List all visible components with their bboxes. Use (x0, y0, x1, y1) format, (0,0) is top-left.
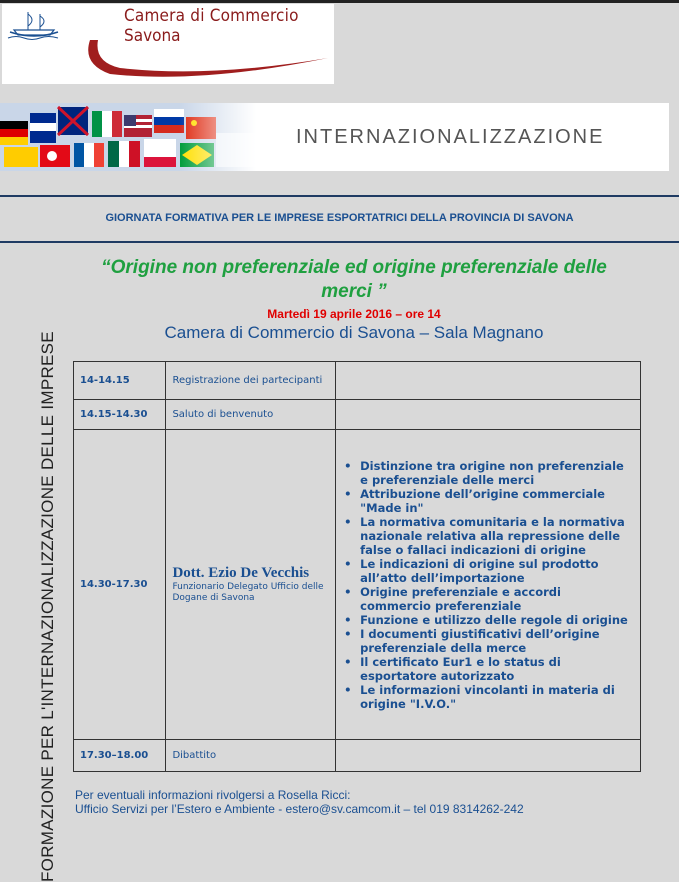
list-item: • Il certificato Eur1 e lo status di esportatore autorizzato (360, 655, 634, 683)
logo-swoosh-icon (80, 34, 332, 82)
speaker-name: Dott. Ezio De Vecchis (172, 565, 310, 581)
agenda-activity: Saluto di benvenuto (166, 400, 336, 430)
list-item: • Attribuzione dell’origine commerciale "Made in" (360, 487, 634, 515)
agenda-time: 14.15-14.30 (74, 400, 166, 430)
agenda-activity: Registrazione dei partecipanti (166, 362, 336, 400)
agenda-details (336, 400, 641, 430)
topics-list (342, 459, 634, 711)
table-row (74, 740, 641, 772)
agenda-activity: Dibattito (166, 740, 336, 772)
divider (0, 195, 679, 197)
event-venue: Camera di Commercio di Savona – Sala Magnano (164, 323, 544, 342)
speaker-role: Funzionario Delegato Ufficio delle Dogane di Savona (172, 582, 324, 603)
agenda-details (336, 362, 641, 400)
event-date: Martedì 19 aprile 2016 – ore 14 (267, 307, 441, 321)
contact-info-line1: Per eventuali informazioni rivolgersi a Rosella Ricci: (75, 788, 351, 802)
list-item: • Distinzione tra origine non preferenziale e preferenziale delle merci (360, 459, 634, 487)
list-item: • Le indicazioni di origine sul prodotto all’atto dell’importazione (360, 557, 634, 585)
logo-text-line2: Savona (124, 26, 181, 46)
table-row (74, 400, 641, 430)
agenda-details (336, 740, 641, 772)
divider (0, 241, 679, 243)
agenda-time: 14-14.15 (74, 362, 166, 400)
banner-title: INTERNAZIONALIZZAZIONE (296, 126, 605, 148)
agenda-speaker-cell (166, 430, 336, 740)
contact-info-line2: Ufficio Servizi per l’Estero e Ambiente - estero@sv.camcom.it – tel 019 8314262-242 (75, 802, 524, 816)
table-row (74, 362, 641, 400)
table-row (74, 430, 641, 740)
ship-logo-icon (6, 8, 62, 42)
agenda-table (73, 361, 641, 772)
list-item: • Funzione e utilizzo delle regole di origine (360, 613, 634, 627)
list-item: • Origine preferenziale e accordi commercio preferenziale (360, 585, 634, 613)
event-subtitle: GIORNATA FORMATIVA PER LE IMPRESE ESPORTATRICI DELLA PROVINCIA DI SAVONA (105, 212, 574, 224)
event-title: “Origine non preferenziale ed origine preferenziale delle merci ” (101, 257, 607, 302)
list-item: • I documenti giustificativi dell’origine preferenziale della merce (360, 627, 634, 655)
list-item: • La normativa comunitaria e la normativa nazionale relativa alla repressione delle false o fallaci indicazioni di origine (360, 515, 634, 557)
list-item: • Le informazioni vincolanti in materia di origine "I.V.O." (360, 683, 634, 711)
logo-text-line1: Camera di Commercio (124, 6, 299, 26)
agenda-time: 17.30–18.00 (74, 740, 166, 772)
agenda-time: 14.30-17.30 (74, 430, 166, 740)
flags-banner-image (0, 103, 256, 171)
agenda-topics-cell (336, 430, 641, 740)
vertical-side-text: FORMAZIONE PER L'INTERNAZIONALIZZAZIONE DELLE IMPRESE (38, 331, 57, 882)
top-border (0, 0, 679, 3)
